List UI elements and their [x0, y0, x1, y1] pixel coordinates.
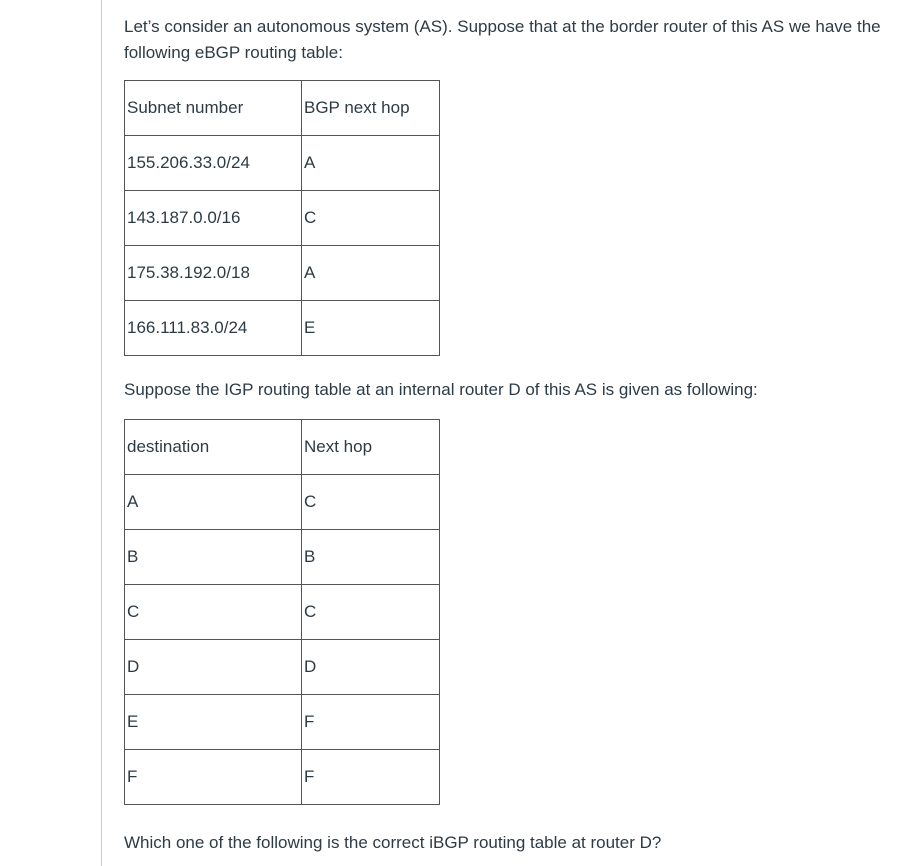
- table-header-row: [125, 420, 440, 475]
- header-next-hop: Next hop: [302, 420, 440, 475]
- table-header-row: [125, 81, 440, 136]
- igp-routing-table: [124, 419, 440, 805]
- next-hop-cell: C: [302, 191, 440, 246]
- question-prompt: Which one of the following is the correct iBGP routing table at router D?: [124, 833, 662, 852]
- destination-cell: A: [125, 475, 302, 530]
- next-hop-cell: F: [302, 750, 440, 805]
- next-hop-cell: E: [302, 301, 440, 356]
- table-row: [125, 475, 440, 530]
- next-hop-cell: A: [302, 246, 440, 301]
- next-hop-cell: A: [302, 136, 440, 191]
- header-bgp-next-hop: BGP next hop: [302, 81, 440, 136]
- table-row: [125, 246, 440, 301]
- destination-cell: F: [125, 750, 302, 805]
- destination-cell: C: [125, 585, 302, 640]
- subnet-cell: 166.111.83.0/24: [125, 301, 302, 356]
- next-hop-cell: B: [302, 530, 440, 585]
- intro-paragraph: Let’s consider an autonomous system (AS). Suppose that at the border router of this AS we have the following eBGP routing table:: [124, 17, 881, 62]
- table-row: [125, 136, 440, 191]
- igp-intro-paragraph: Suppose the IGP routing table at an internal router D of this AS is given as following:: [124, 380, 758, 399]
- destination-cell: E: [125, 695, 302, 750]
- header-destination: destination: [125, 420, 302, 475]
- next-hop-cell: C: [302, 475, 440, 530]
- subnet-cell: 143.187.0.0/16: [125, 191, 302, 246]
- ebgp-routing-table: [124, 80, 440, 356]
- table-row: [125, 640, 440, 695]
- destination-cell: B: [125, 530, 302, 585]
- table-row: [125, 695, 440, 750]
- destination-cell: D: [125, 640, 302, 695]
- next-hop-cell: D: [302, 640, 440, 695]
- header-subnet-number: Subnet number: [125, 81, 302, 136]
- subnet-cell: 175.38.192.0/18: [125, 246, 302, 301]
- table-row: [125, 191, 440, 246]
- table-row: [125, 301, 440, 356]
- next-hop-cell: C: [302, 585, 440, 640]
- content-left-border: [101, 0, 102, 866]
- next-hop-cell: F: [302, 695, 440, 750]
- table-row: [125, 530, 440, 585]
- table-row: [125, 750, 440, 805]
- subnet-cell: 155.206.33.0/24: [125, 136, 302, 191]
- table-row: [125, 585, 440, 640]
